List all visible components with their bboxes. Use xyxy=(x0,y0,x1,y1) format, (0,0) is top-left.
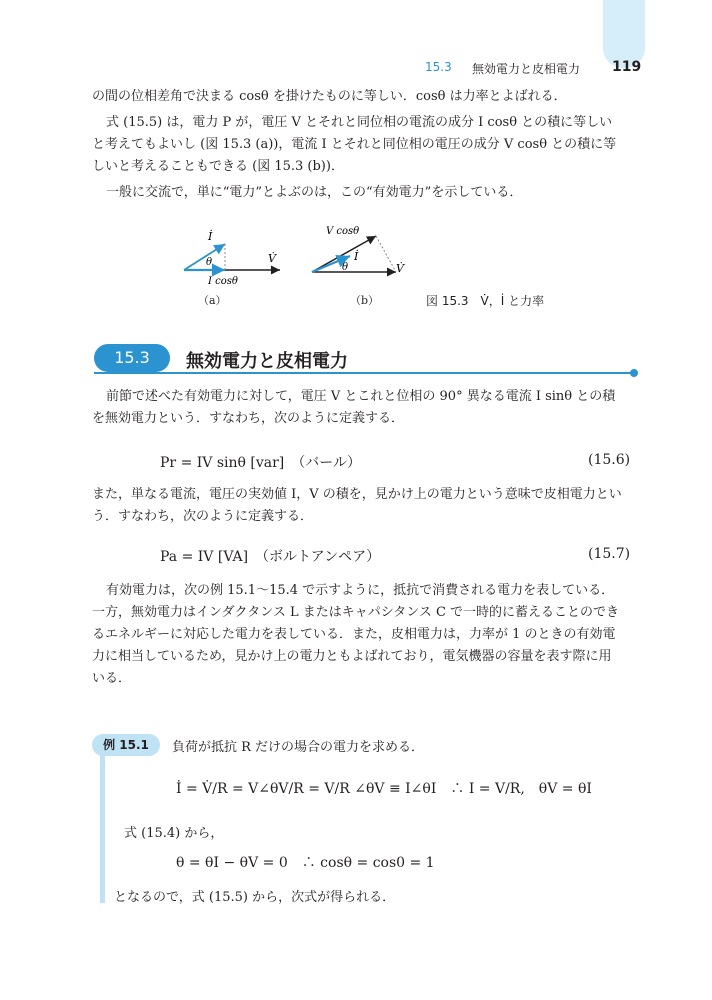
equation-15-7-number: (15.7) xyxy=(588,546,631,562)
label-component-a: I cosθ xyxy=(208,276,238,287)
current-phasor-a xyxy=(184,244,225,270)
label-theta-b: θ xyxy=(342,262,349,273)
example-badge: 例 15.1 xyxy=(92,734,160,756)
paragraph-reactive-power: 前節で述べた有効電力に対して，電圧 V とこれと位相の 90° 異なる電流 I sinθ との積を無効電力という．すなわち，次のように定義する． xyxy=(92,389,616,426)
subfigure-a-label: （a） xyxy=(198,294,227,307)
header-section-number: 15.3 xyxy=(425,60,452,74)
example-equation-1: İ = V̇/R = V∠θV/R = V/R ∠θV ≡ I∠θI ∴ I = V/R, θV = θI xyxy=(176,781,592,797)
label-voltage-b: V̇ xyxy=(396,262,404,275)
section-rule xyxy=(94,372,634,374)
running-header xyxy=(0,60,712,82)
example-line-3: となるので，式 (15.5) から，次式が得られる． xyxy=(114,890,396,905)
page-number: 119 xyxy=(612,59,642,75)
example-line-2: 式 (15.4) から， xyxy=(124,826,224,841)
label-current-b: İ xyxy=(354,250,359,263)
label-current-a: İ xyxy=(208,230,213,243)
label-voltage-a: V̇ xyxy=(268,252,276,265)
equation-15-6-number: (15.6) xyxy=(588,452,631,468)
equation-15-6: Pr = IV sinθ [var] （バール） xyxy=(160,455,361,471)
paragraph-power-summary: 有効電力は，次の例 15.1～15.4 で示すように，抵抗で消費される電力を表している．一方，無効電力はインダクタンス L またはキャパシタンス C で一時的に蓄えることのできるエネルギーに対応した電力を表している．また，皮相電力は，力率が 1 のときの有効電力に相当しているため，見かけ上の電力ともよばれており，電気機器の容量を表す際に用いる． xyxy=(92,583,620,686)
figure-caption: 図 15.3 V̇，İ と力率 xyxy=(426,294,545,308)
paragraph-apparent-power: また，単なる電流，電圧の実効値 I，V の積を，見かけ上の電力という意味で皮相電力という．すなわち，次のように定義する． xyxy=(92,487,622,524)
section-rule-dot xyxy=(630,369,638,377)
projection-line-b xyxy=(376,236,396,272)
subfigure-b-label: （b） xyxy=(350,294,380,307)
section-title: 無効電力と皮相電力 xyxy=(186,351,348,372)
example-statement: 負荷が抵抗 R だけの場合の電力を求める． xyxy=(172,740,425,755)
example-side-bar xyxy=(100,748,105,903)
label-component-b: V cosθ xyxy=(326,226,360,237)
intro-paragraph-3: 一般に交流で，単に“電力”とよぶのは，この“有効電力”を示している． xyxy=(106,185,523,200)
header-section-title: 無効電力と皮相電力 xyxy=(472,62,581,76)
example-equation-2: θ = θI − θV = 0 ∴ cosθ = cos0 = 1 xyxy=(176,855,435,871)
label-theta-a: θ xyxy=(206,257,213,268)
equation-15-7: Pa = IV [VA] （ボルトアンペア） xyxy=(160,549,381,565)
intro-paragraph-2: 式 (15.5) は，電力 P が，電圧 V とそれと同位相の電流の成分 I cosθ との積に等しいと考えてもよいし (図 15.3 (a))，電流 I とそれと同位相の電圧の成分 V cosθ との積に等しいと考えることもできる (図 15.3 (b))． xyxy=(92,115,617,174)
intro-paragraph-1: の間の位相差角で決まる cosθ を掛けたものに等しい．cosθ は力率とよばれる． xyxy=(92,89,567,104)
section-number-badge: 15.3 xyxy=(94,344,170,372)
chapter-tab xyxy=(603,0,645,68)
